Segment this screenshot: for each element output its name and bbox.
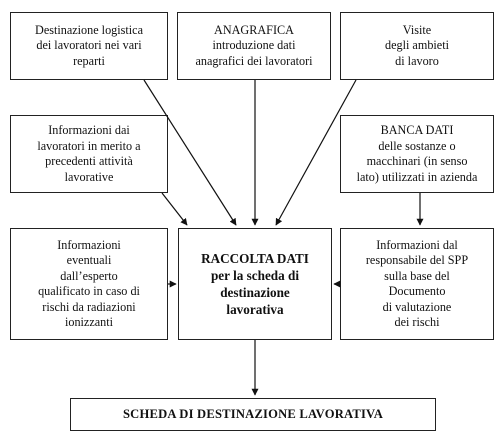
arrow-history-to-center — [162, 193, 187, 225]
arrow-logistic-to-center — [144, 80, 236, 225]
box-destination-sheet-text: SCHEDA DI DESTINAZIONE LAVORATIVA — [122, 407, 384, 421]
box-workplace-visits-text: Visite degli ambieti di lavoro — [385, 22, 449, 68]
box-substances-database-text: BANCA DATI delle sostanze o macchinari (in senso lato) utilizzati in azienda — [356, 123, 478, 184]
box-spp-manager-text: Informazioni dal responsabile del SPP sulla base del Documento di valutazione dei rischi — [365, 237, 469, 329]
box-radiation-expert-text: Informazioni eventuali dall’esperto qualificato in caso di rischi da radiazioni ionizzanti — [38, 237, 140, 329]
box-anagrafica-text: ANAGRAFICA introduzione dati anagrafici dei lavoratori — [195, 22, 313, 68]
arrow-visits-to-center — [276, 80, 356, 225]
box-worker-history-text: Informazioni dai lavoratori in merito a precedenti attività lavorative — [37, 123, 141, 184]
box-data-collection-text: RACCOLTA DATI per la scheda di destinazione lavorativa — [201, 251, 309, 317]
box-logistic-destination-text: Destinazione logistica dei lavoratori nei vari reparti — [35, 22, 143, 68]
